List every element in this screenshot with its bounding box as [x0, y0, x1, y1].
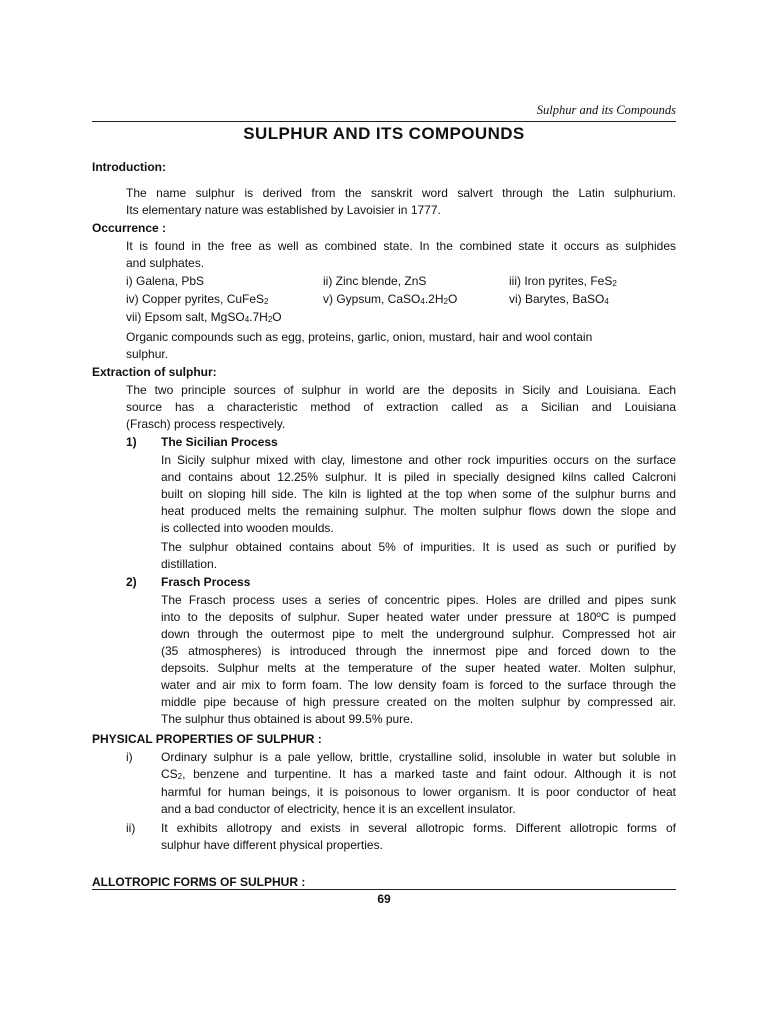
sicilian-line: In Sicily sulphur mixed with clay, limestone and other rock impurities occurs on the surface — [161, 453, 676, 467]
frasch-line: The sulphur thus obtained is about 99.5% pure. — [161, 712, 414, 726]
frasch-line: down through the outermost pipe to melt the underground sulphur. Compressed hot air — [161, 627, 676, 641]
footer-rule — [92, 889, 676, 890]
physical-line: and a bad conductor of electricity, hence it is an excellent insulator. — [161, 802, 516, 816]
physical-line: $CS_2$, benzene and turpentine. It has a marked taste and faint odour. Although it is not — [161, 767, 676, 781]
extraction-line: (Frasch) process respectively. — [126, 417, 286, 431]
frasch-line: middle pipe because of high pressure created on the molten sulphur by compressed air. — [161, 695, 676, 709]
extraction-line: source has a characteristic method of extraction called as a Sicilian and Louisiana — [126, 400, 676, 414]
occurrence-organic-line: sulphur. — [126, 347, 169, 361]
frasch-number: 2) — [126, 575, 137, 589]
intro-heading: Introduction: — [92, 160, 166, 174]
sicilian-line: is collected into wooden moulds. — [161, 521, 334, 535]
physical-line: harmful for human beings, it is poisonous to lower organism. It is poor conductor of heat — [161, 785, 676, 799]
physical-line: It exhibits allotropy and exists in several allotropic forms. Different allotropic forms of — [161, 821, 676, 835]
running-header: Sulphur and its Compounds — [536, 103, 676, 117]
sicilian-number: 1) — [126, 435, 137, 449]
sicilian-line: distillation. — [161, 557, 218, 571]
extraction-heading: Extraction of sulphur: — [92, 365, 217, 379]
ore-item: i) Galena, PbS — [126, 274, 205, 288]
physical-item-number: ii) — [126, 821, 136, 835]
ore-item: ii) Zinc blende, ZnS — [323, 274, 427, 288]
occurrence-line: It is found in the free as well as combined state. In the combined state it occurs as sulphides — [126, 239, 676, 253]
occurrence-heading: Occurrence : — [92, 221, 167, 235]
extraction-line: The two principle sources of sulphur in world are the deposits in Sicily and Louisiana. Each — [126, 383, 676, 397]
occurrence-organic-line: Organic compounds such as egg, proteins, garlic, onion, mustard, hair and wool contain — [126, 330, 593, 344]
allotropic-heading: ALLOTROPIC FORMS OF SULPHUR : — [92, 875, 306, 889]
ore-item: v) Gypsum, $CaSO_4.2H_2O$ — [323, 292, 458, 306]
frasch-line: depsoits. Sulphur melts at the temperature of the super heated water. Molten sulphur, — [161, 661, 676, 675]
ore-item: vii) Epsom salt, $MgSO_4.7H_2O$ — [126, 310, 282, 324]
page-title: SULPHUR AND ITS COMPOUNDS — [243, 124, 525, 143]
physical-item-number: i) — [126, 750, 133, 764]
header-rule — [92, 121, 676, 122]
frasch-line: into to the deposits of sulphur. Super heated water under pressure at 180ºC is pumped — [161, 610, 676, 624]
ore-item: iv) Copper pyrites, CuFeS$_2$ — [126, 292, 269, 306]
sicilian-line: and contains about 12.25% sulphur. It is piled in specially designed kilns called Calcroni — [161, 470, 676, 484]
physical-heading: PHYSICAL PROPERTIES OF SULPHUR : — [92, 732, 322, 746]
sicilian-heading: The Sicilian Process — [161, 435, 278, 449]
frasch-line: water and air mix to form foam. The low density foam is forced to the surface through the — [161, 678, 676, 692]
sicilian-line: heat produced melts the remaining sulphur. The molten sulphur flows down the slope and — [161, 504, 676, 518]
ore-item: iii) Iron pyrites, FeS$_2$ — [509, 274, 617, 288]
physical-line: Ordinary sulphur is a pale yellow, brittle, crystalline solid, insoluble in water but soluble in — [161, 750, 676, 764]
intro-line: Its elementary nature was established by Lavoisier in 1777. — [126, 203, 441, 217]
sicilian-line: built on sloping hill side. The kiln is lighted at the top when some of the sulphur burns and — [161, 487, 676, 501]
frasch-heading: Frasch Process — [161, 575, 251, 589]
ore-item: vi) Barytes, BaSO$_4$ — [509, 292, 609, 306]
frasch-line: The Frasch process uses a series of concentric pipes. Holes are drilled and pipes sunk — [161, 593, 676, 607]
sicilian-line: The sulphur obtained contains about 5% of impurities. It is used as such or purified by — [161, 540, 676, 554]
occurrence-line: and sulphates. — [126, 256, 205, 270]
intro-line: The name sulphur is derived from the sanskrit word salvert through the Latin sulphurium. — [126, 186, 676, 200]
physical-line: sulphur have different physical properties. — [161, 838, 383, 852]
page-number: 69 — [377, 892, 391, 906]
frasch-line: (35 atmospheres) is introduced through the innermost pipe and forced down to the — [161, 644, 676, 658]
